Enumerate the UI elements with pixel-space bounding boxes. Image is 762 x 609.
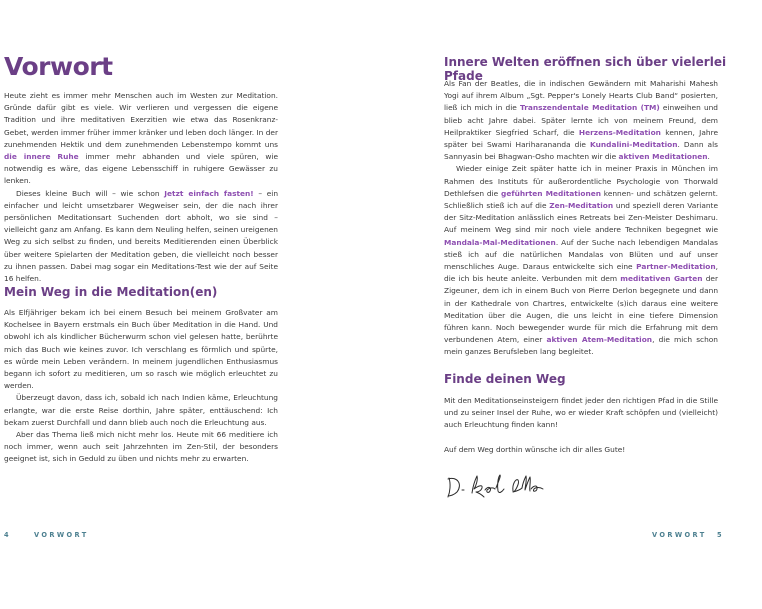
highlight-partner-meditation: Partner-Meditation [636, 262, 716, 272]
footer-running-head-left: VORWORT [34, 531, 89, 539]
intro-paragraph-2: Dieses kleine Buch will – wie schon Jetzt einfach fasten! – ein einfacher und leicht umsetzbarer Wegweiser sein, der die nach ihrer persönlichen Meditationsart Suchenden dort abholt, wo sie sind – vielleicht ganz am Anfang. Es kann dem Neuling helfen, seinen ureigenen Weg zu sich selbst zu finden, und bereits Meditierenden einen Überblick über weitere Spielarten der Meditation geben, die vielleicht noch besser zu ihnen passen. Dabei mag sogar ein Meditations-Test wie der auf Seite 16 helfen. [4, 188, 279, 284]
footer-page-number-left: 4 [4, 531, 11, 539]
right-page [381, 0, 762, 609]
highlight-mandala-mal: Mandala-Mal-Meditationen [444, 237, 556, 247]
highlight-aktive-meditationen: aktiven Meditationen [618, 152, 708, 162]
mein-weg-paragraph-1: Als Elfjähriger bekam ich bei einem Besuch bei meinem Großvater am Kochelsee in Bayern erstmals ein Buch über Meditation in die Hand. Und obwohl ich als kindlicher Bücherwurm schon viel gelesen hatte, berührte mich das Buch wie keines zuvor. Ich verschlang es förmlich und spürte, es würde mein Leben verändern. In meinem jugendlichen Enthusiasmus begann ich sofort zu meditieren, um so rasch wie möglich erleuchtet zu werden. [4, 308, 278, 391]
finde-deinen-weg-text [444, 395, 718, 456]
highlight-zen-meditation: Zen-Meditation [549, 201, 614, 211]
finde-paragraph-2: Auf dem Weg dorthin wünsche ich dir alles Gute! [444, 444, 626, 454]
footer-running-head-right: VORWORT [652, 531, 707, 539]
mein-weg-paragraph-3: Aber das Thema ließ mich nicht mehr los. Heute mit 66 meditiere ich noch immer, wenn auch seit Jahrzehnten im Zen-Stil, der besonders geeignet ist, sich in Geduld zu üben und nichts mehr zu erwarten. [4, 430, 278, 464]
highlight-atem-meditation: aktiven Atem-Meditation [546, 335, 653, 345]
highlight-meditativer-garten: meditativen Garten [620, 274, 703, 284]
footer-page-number-right: 5 [717, 531, 724, 539]
section-title-innere-welten: Innere Welten eröffnen sich über vielerlei Pfade [444, 55, 727, 83]
innere-welten-text [444, 78, 718, 359]
finde-paragraph-1: Mit den Meditationseinsteigern findet jeder den richtigen Pfad in die Stille und zu seiner Insel der Ruhe, wo er wieder Kraft schöpfen und (vielleicht) auch Erleuchtung finden kann! [444, 396, 718, 430]
innere-welten-paragraph-2: Wieder einige Zeit später hatte ich in meiner Praxis in München im Rahmen des Instituts für außerordentliche Psychologie von Thorwald Dethlefsen die geführten Meditationen kennen- und schätzen gelernt. Schließlich stieß ich auf die Zen-Meditation und speziell deren Variante der Sitz-Meditation anlässlich eines Retreats bei Zen-Meister Deshimaru. Auf meinem Weg sind mir noch viele andere Techniken begegnet wie Mandala-Mal-Meditationen. Auf der Suche nach lebendigen Mandalas stieß ich auf die natürlichen Mandalas von Blüten und auf unser menschliches Auge. Daraus entwickelte sich eine Partner-Meditation, die ich bis heute anleite. Verbunden mit dem meditativen Garten der Zigeuner, dem ich in einem Buch von Pierre Derlon begegnete und dann in der Kathedrale von Chartres, entwickelte (s)ich daraus eine weitere Meditation über die Augen, die uns leicht in eine tiefere Dimension führen kann. Noch bewegender wurde für mich die Erfahrung mit dem verbundenen Atem, einer aktiven Atem-Meditation, die mich schon mein ganzes Berufsleben lang begleitet. [444, 164, 718, 357]
mein-weg-text [4, 307, 278, 466]
highlight-kundalini: Kundalini-Meditation [590, 140, 678, 150]
highlight-gefuehrte-meditationen: geführten Meditationen [501, 188, 601, 198]
chapter-title: Vorwort [4, 52, 113, 81]
highlight-herzens-meditation: Herzens-Meditation [578, 127, 661, 137]
intro-paragraph-1: Heute zieht es immer mehr Menschen auch im Westen zur Meditation. Gründe dafür gibt es viele. Wir verlieren und vergessen die eigene Tradition und ihre meditativen Exerzitien wie etwa das Rosenkranz-Gebet, werden immer früher immer kränker und leben doch länger. In der zunehmenden Hektik und dem zunehmenden Lebenstempo kommt uns die innere Ruhe immer mehr abhanden und viele spüren, wie notwendig es wäre, das eigene Lebensschiff in ruhigere Gewässer zu lenken. [4, 91, 279, 186]
section-title-finde-deinen-weg: Finde deinen Weg [444, 372, 566, 386]
innere-welten-paragraph-1: Als Fan der Beatles, die in indischen Gewändern mit Maharishi Mahesh Yogi auf ihrem Album „Sgt. Pepper's Lonely Hearts Club Band“ posierten, ließ ich mich in die Transzendentale Meditation (TM) einweihen und blieb acht Jahre dabei. Später lernte ich von meinem Freund, dem Heilpraktiker Siegfried Scharf, die Herzens-Meditation kennen, Jahre später bei Swami Hariharananda die Kundalini-Meditation. Dann als Sannyasin bei Bhagwan-Osho machten wir die aktiven Meditationen. [444, 79, 719, 162]
highlight-innere-ruhe: die innere Ruhe [4, 152, 79, 162]
highlight-tm: Transzendentale Meditation (TM) [519, 103, 660, 113]
highlight-jetzt-einfach-fasten: Jetzt einfach fasten! [164, 188, 254, 198]
intro-text [4, 90, 278, 285]
signature [445, 470, 547, 502]
section-title-mein-weg: Mein Weg in die Meditation(en) [4, 285, 218, 299]
mein-weg-paragraph-2: Überzeugt davon, dass ich, sobald ich nach Indien käme, Erleuchtung erlangte, war die erste Reise dorthin, Jahre später, enttäuschend: Ich bekam zuerst Durchfall und dann blieb auch noch die Erleuchtung aus. [4, 393, 278, 427]
